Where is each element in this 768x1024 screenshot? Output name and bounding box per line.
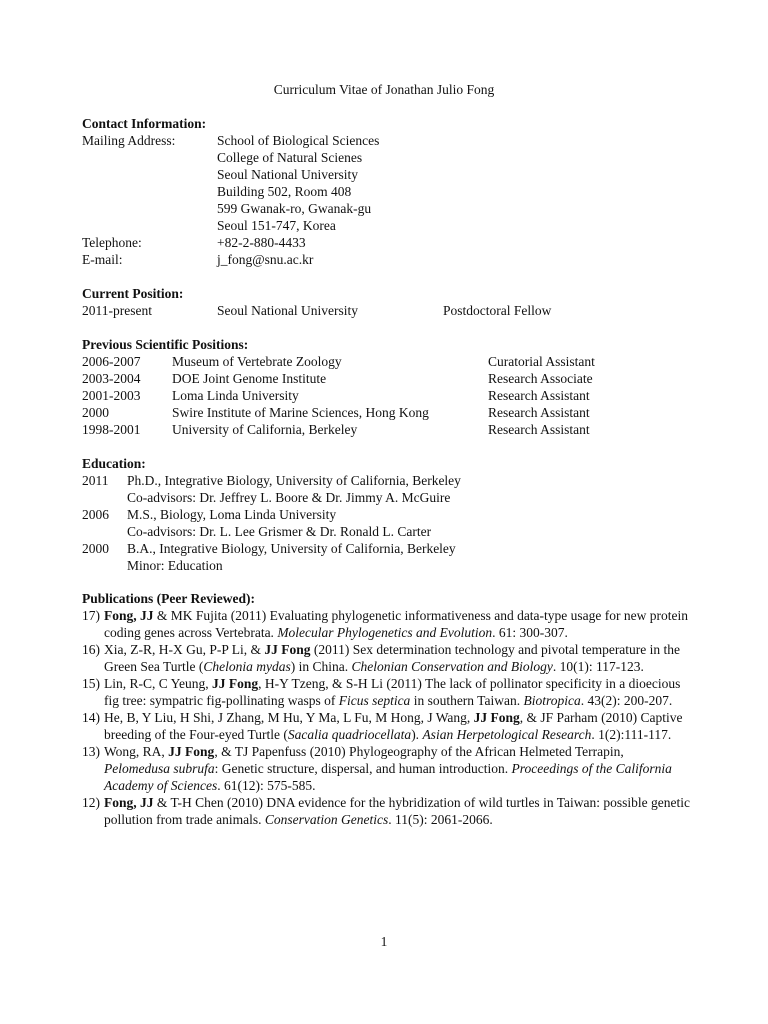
highlighted-author: JJ Fong	[212, 676, 259, 691]
citation-text: . 61: 300-307.	[492, 625, 568, 640]
position-role: Curatorial Assistant	[488, 354, 595, 369]
degree-line: M.S., Biology, Loma Linda University	[127, 507, 337, 522]
citation-text: & T-H Chen (2010) DNA evidence for the hybridization of wild turtles in Taiwan: possible genetic pollution from trade animals.	[104, 795, 690, 827]
position-role: Research Assistant	[488, 422, 590, 437]
position-row	[82, 353, 722, 370]
italic-text: Biotropica	[523, 693, 581, 708]
current-position-heading: Current Position:	[82, 286, 184, 301]
citation-text: ) in China.	[290, 659, 352, 674]
publication-item	[82, 675, 692, 709]
degree-line: Ph.D., Integrative Biology, University of California, Berkeley	[127, 473, 461, 488]
position-institution: Loma Linda University	[172, 388, 299, 403]
position-institution: Museum of Vertebrate Zoology	[172, 354, 342, 369]
publication-item	[82, 794, 692, 828]
highlighted-author: JJ Fong	[473, 710, 520, 725]
address-line: Building 502, Room 408	[217, 184, 352, 199]
citation-text: & MK Fujita (2011) Evaluating phylogenetic informativeness and data-type usage for new protein coding genes across Vertebrata.	[104, 608, 688, 640]
address-line: Seoul 151-747, Korea	[217, 218, 336, 233]
publications-section	[82, 590, 692, 828]
address-line: Seoul National University	[217, 167, 358, 182]
italic-text: Asian Herpetological Research	[422, 727, 592, 742]
publication-number: 17)	[82, 608, 100, 623]
education-section	[82, 455, 722, 574]
position-dates: 2001-2003	[82, 388, 141, 403]
telephone-label: Telephone:	[82, 235, 142, 250]
telephone-value: +82-2-880-4433	[217, 235, 306, 250]
publication-item	[82, 743, 692, 794]
position-row	[82, 370, 722, 387]
citation-text: . 61(12): 575-585.	[217, 778, 316, 793]
publication-list	[82, 607, 692, 828]
highlighted-author: Fong, JJ	[104, 795, 154, 810]
citation-text: Lin, R-C, C Yeung,	[104, 676, 213, 691]
minor-line: Minor: Education	[127, 558, 223, 573]
previous-positions-heading: Previous Scientific Positions:	[82, 337, 249, 352]
position-dates: 2003-2004	[82, 371, 141, 386]
position-institution: Swire Institute of Marine Sciences, Hong Kong	[172, 405, 429, 420]
italic-text: Molecular Phylogenetics and Evolution	[277, 625, 493, 640]
citation-text: (2011) Sex determination technology and pivotal temperature in the Green Sea Turtle (	[104, 642, 681, 674]
citation-text: Xia, Z-R, H-X Gu, P-P Li, &	[104, 642, 265, 657]
email-label: E-mail:	[82, 252, 123, 267]
degree-line: B.A., Integrative Biology, University of California, Berkeley	[127, 541, 456, 556]
current-position-role: Postdoctoral Fellow	[443, 303, 552, 318]
citation-text: . 1(2):111-117.	[591, 727, 672, 742]
current-position-section	[82, 285, 722, 319]
publication-number: 15)	[82, 676, 100, 691]
email-row	[82, 251, 722, 268]
position-row	[82, 421, 722, 438]
italic-text: Proceedings of the California Academy of Sciences	[104, 761, 672, 793]
position-row	[82, 404, 722, 421]
education-row	[82, 472, 722, 506]
citation-text: He, B, Y Liu, H Shi, J Zhang, M Hu, Y Ma, L Fu, M Hong, J Wang,	[104, 710, 474, 725]
education-year: 2000	[82, 541, 109, 556]
contact-heading: Contact Information:	[82, 116, 207, 131]
italic-text: Pelomedusa subrufa	[104, 761, 215, 776]
current-position-dates: 2011-present	[82, 303, 152, 318]
italic-text: Chelonian Conservation and Biology	[351, 659, 553, 674]
citation-text: in southern Taiwan.	[410, 693, 524, 708]
email-value: j_fong@snu.ac.kr	[217, 252, 314, 267]
position-dates: 2000	[82, 405, 109, 420]
position-role: Research Associate	[488, 371, 593, 386]
mailing-address	[217, 132, 379, 234]
position-institution: DOE Joint Genome Institute	[172, 371, 327, 386]
highlighted-author: JJ Fong	[168, 744, 215, 759]
italic-text: Conservation Genetics	[264, 812, 389, 827]
education-details	[127, 540, 456, 574]
mailing-address-row	[82, 132, 722, 234]
position-row	[82, 387, 722, 404]
document-title: Curriculum Vitae of Jonathan Julio Fong	[273, 82, 495, 97]
position-role: Research Assistant	[488, 388, 590, 403]
advisor-line: Co-advisors: Dr. L. Lee Grismer & Dr. Ronald L. Carter	[127, 524, 432, 539]
publication-number: 13)	[82, 744, 100, 759]
position-dates: 2006-2007	[82, 354, 141, 369]
contact-section	[82, 115, 722, 268]
education-heading: Education:	[82, 456, 146, 471]
italic-text: Chelonia mydas	[203, 659, 291, 674]
citation-text: Wong, RA,	[104, 744, 169, 759]
publications-heading: Publications (Peer Reviewed):	[82, 591, 255, 606]
telephone-row	[82, 234, 722, 251]
address-line: 599 Gwanak-ro, Gwanak-gu	[217, 201, 372, 216]
citation-text: , H-Y Tzeng, & S-H Li (2011) The lack of pollinator specificity in a dioecious fig tree: sympatric fig-pollinating wasps of	[104, 676, 681, 708]
mailing-address-label: Mailing Address:	[82, 133, 176, 148]
education-year: 2011	[82, 473, 109, 488]
advisor-line: Co-advisors: Dr. Jeffrey L. Boore & Dr. Jimmy A. McGuire	[127, 490, 451, 505]
education-details	[127, 472, 461, 506]
education-details	[127, 506, 431, 540]
citation-text: . 11(5): 2061-2066.	[388, 812, 493, 827]
publication-number: 14)	[82, 710, 100, 725]
position-institution: University of California, Berkeley	[172, 422, 358, 437]
publication-item	[82, 709, 692, 743]
position-role: Research Assistant	[488, 405, 590, 420]
italic-text: Sacalia quadriocellata	[287, 727, 412, 742]
previous-positions-section	[82, 336, 722, 438]
citation-text: ).	[411, 727, 423, 742]
citation-text: , & TJ Papenfuss (2010) Phylogeography of the African Helmeted Terrapin,	[214, 744, 624, 759]
citation-text: , & JF Parham (2010) Captive breeding of the Four-eyed Turtle (	[104, 710, 683, 742]
current-position-row	[82, 302, 722, 319]
current-position-institution: Seoul National University	[217, 303, 358, 318]
publication-item	[82, 607, 692, 641]
position-dates: 1998-2001	[82, 422, 141, 437]
italic-text: Ficus septica	[338, 693, 411, 708]
education-row	[82, 540, 722, 574]
citation-text: . 43(2): 200-207.	[580, 693, 673, 708]
address-line: College of Natural Scienes	[217, 150, 363, 165]
highlighted-author: Fong, JJ	[104, 608, 154, 623]
publication-number: 12)	[82, 795, 100, 810]
address-line: School of Biological Sciences	[217, 133, 380, 148]
education-row	[82, 506, 722, 540]
publication-number: 16)	[82, 642, 100, 657]
highlighted-author: JJ Fong	[264, 642, 311, 657]
citation-text: . 10(1): 117-123.	[552, 659, 644, 674]
publication-item	[82, 641, 692, 675]
education-year: 2006	[82, 507, 109, 522]
page-number: 1	[380, 934, 388, 949]
citation-text: : Genetic structure, dispersal, and human introduction.	[214, 761, 512, 776]
